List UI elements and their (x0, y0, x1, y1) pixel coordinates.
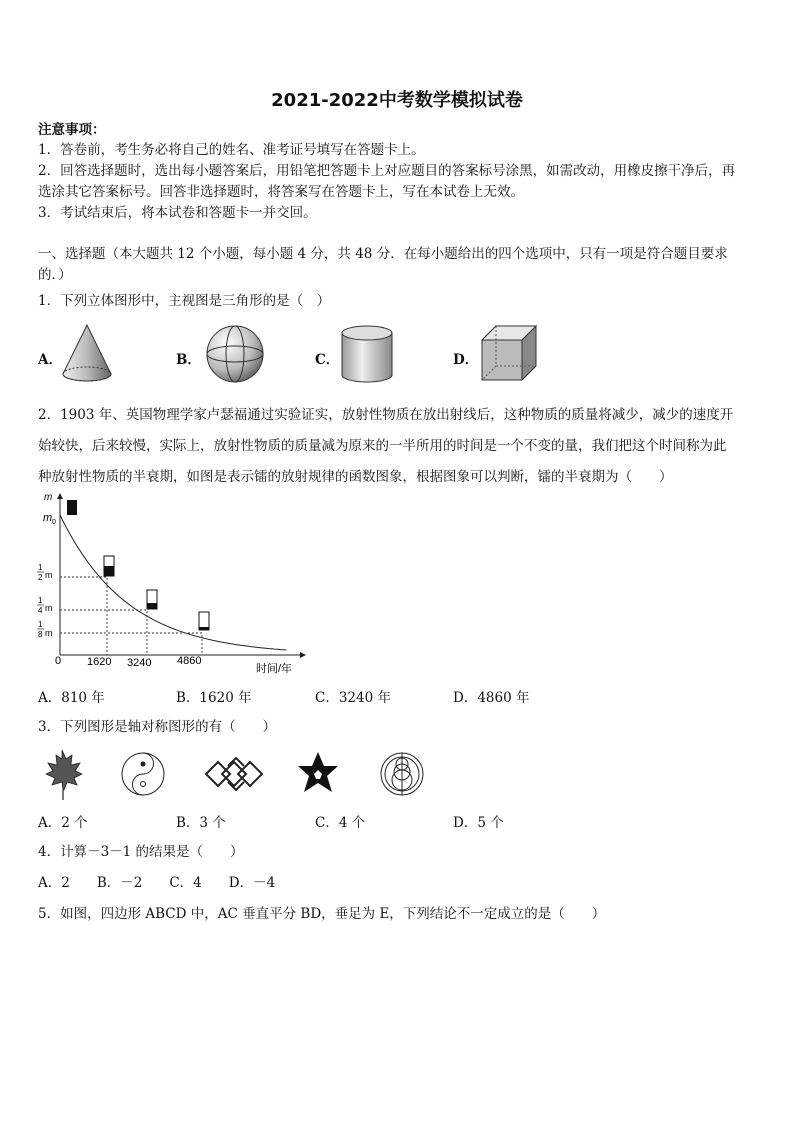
sphere-icon (204, 324, 266, 384)
cube-icon (478, 322, 540, 384)
notice-item: 选涂其它答案标号。回答非选择题时，将答案写在答题卡上，写在本试卷上无效。 (38, 184, 524, 200)
q1-option-a-label: A． (38, 352, 62, 368)
q3-option-a: A．2 个 (38, 815, 88, 831)
tick-half-den: 2 (38, 573, 43, 582)
maple-leaf-icon (46, 750, 82, 800)
x-axis-label: 时间/年 (256, 663, 293, 675)
decay-curve (60, 515, 286, 650)
question-5-stem: 5．如图，四边形 ABCD 中，AC 垂直平分 BD，垂足为 E，下列结论不一定成立的是（ ） (38, 906, 606, 922)
q2-option-d: D．4860 年 (453, 690, 530, 706)
question-2-line3: 种放射性物质的半衰期，如图是表示镭的放射规律的函数图象，根据图象可以判断，镭的半衰期为（ ） (38, 469, 673, 485)
page-title: 2021-2022中考数学模拟试卷 (271, 90, 523, 111)
q1-option-b-label: B． (176, 352, 201, 368)
section-heading: 一、选择题（本大题共 12 个小题，每小题 4 分，共 48 分．在每小题给出的四个选项中，只有一项是符合题目要求 (38, 246, 728, 262)
x-tick-0: 0 (55, 655, 62, 667)
question-1-stem: 1．下列立体图形中，主视图是三角形的是（ ） (38, 293, 331, 309)
notice-heading: 注意事项： (38, 122, 106, 138)
q3-figures (36, 746, 426, 802)
q1-option-d-label: D． (453, 352, 479, 368)
tick-quarter-num: 1 (38, 596, 43, 605)
knot-icon (206, 758, 262, 790)
star-flower-icon (298, 752, 338, 792)
tick-eighth-m: m (45, 628, 53, 638)
notice-item: 1．答卷前，考生务必将自己的姓名、准考证号填写在答题卡上。 (38, 142, 425, 158)
q3-option-d: D．5 个 (453, 815, 504, 831)
q3-option-b: B．3 个 (176, 815, 226, 831)
question-2-line2: 始较快，后来较慢，实际上，放射性物质的质量减为原来的一半所用的时间是一个不变的量，我们把这个时间称为此 (38, 438, 727, 454)
notice-item: 2．回答选择题时，选出每小题答案后，用铅笔把答题卡上对应题目的答案标号涂黑，如需改动，用橡皮擦干净后，再 (38, 163, 736, 179)
tick-quarter-m: m (45, 603, 53, 613)
question-4-stem: 4．计算－3－1 的结果是（ ） (38, 844, 244, 860)
half-life-chart (30, 490, 310, 680)
tick-half-m: m (45, 570, 53, 580)
sample-full-icon (67, 500, 77, 515)
question-2-line1: 2．1903 年、英国物理学家卢瑟福通过实验证实，放射性物质在放出射线后，这种物质的质量将减少，减少的速度开 (38, 407, 734, 423)
tick-half-num: 1 (38, 563, 43, 572)
q2-option-c: C．3240 年 (315, 690, 391, 706)
notice-item: 3．考试结束后，将本试卷和答题卡一并交回。 (38, 205, 317, 221)
q2-option-b: B．1620 年 (176, 690, 252, 706)
x-tick-1620: 1620 (87, 656, 112, 668)
circles-icon (381, 753, 423, 795)
cone-icon (60, 322, 118, 384)
tick-eighth-num: 1 (38, 620, 43, 629)
x-tick-4860: 4860 (177, 655, 202, 667)
q2-option-a: A．810 年 (38, 690, 105, 706)
tick-eighth-den: 8 (38, 630, 43, 639)
tick-quarter-den: 4 (38, 606, 43, 615)
tick-m0-sub: 0 (52, 519, 56, 526)
q3-option-c: C．4 个 (315, 815, 366, 831)
y-axis-label: m (44, 492, 53, 503)
q1-option-c-label: C． (315, 352, 340, 368)
x-tick-3240: 3240 (127, 657, 152, 669)
q4-options: A．2 B．－2 C．4 D．－4 (38, 875, 276, 891)
yin-yang-icon (122, 753, 164, 795)
question-3-stem: 3．下列图形是轴对称图形的有（ ） (38, 719, 277, 735)
cylinder-icon (338, 324, 396, 386)
tick-m0: m (43, 512, 53, 524)
section-heading-cont: 的．） (38, 267, 72, 283)
guide-lines (60, 577, 202, 655)
